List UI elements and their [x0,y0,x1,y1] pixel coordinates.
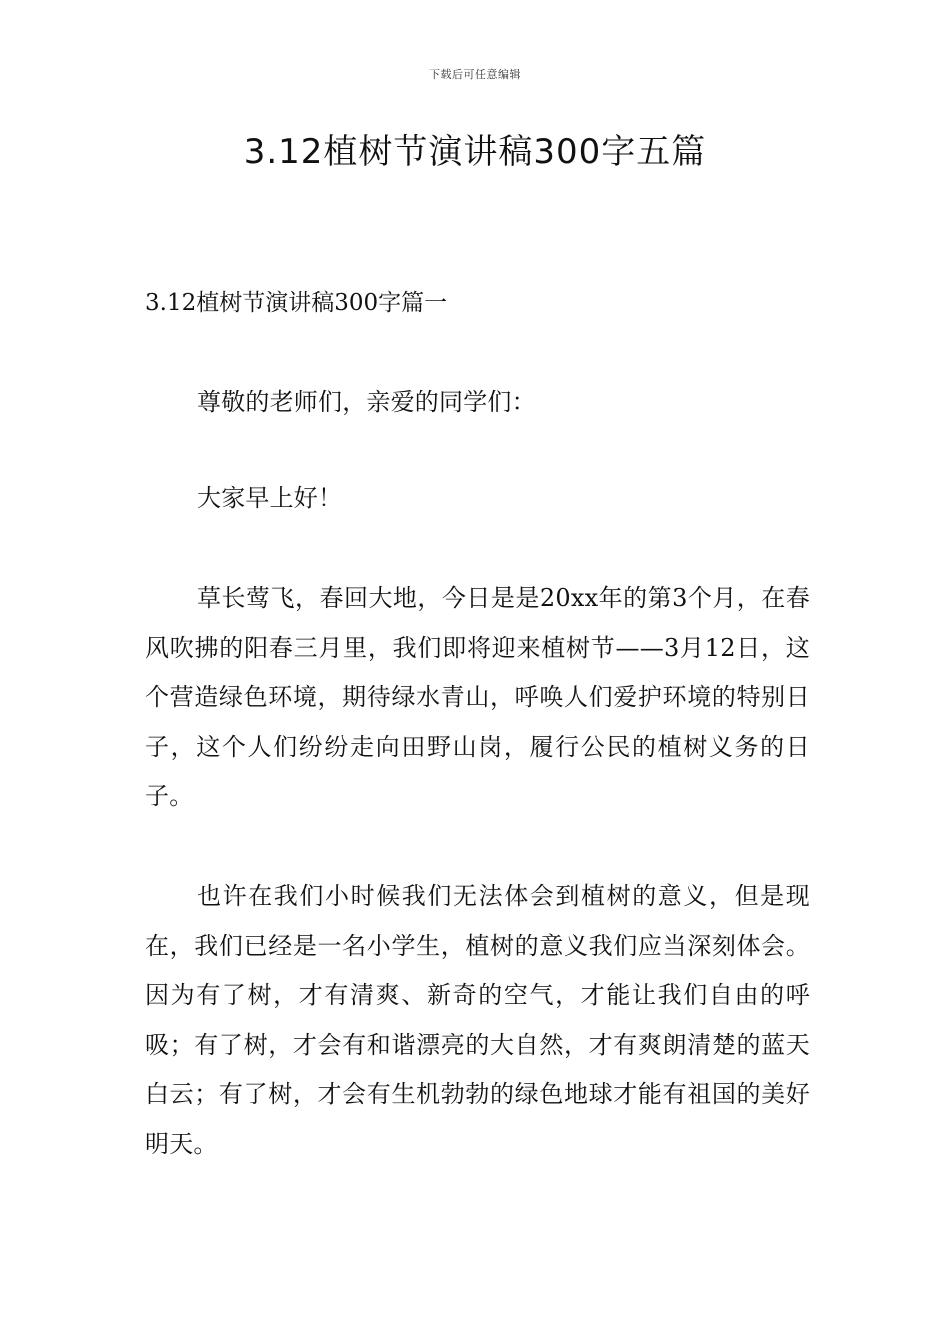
paragraph-good-morning: 大家早上好！ [197,484,343,512]
section-heading: 3.12植树节演讲稿300字篇一 [145,290,448,316]
document-title: 3.12植树节演讲稿300字五篇 [243,132,707,172]
paragraph-greeting: 尊敬的老师们，亲爱的同学们： [197,388,536,416]
header-note: 下载后可任意编辑 [429,68,521,81]
paragraph-body-2: 也许在我们小时候我们无法体会到植树的意义，但是现在，我们已经是一名小学生，植树的意义我们应当深刻体会。因为有了树，才有清爽、新奇的空气，才能让我们自由的呼吸；有了树，才会有和谐漂亮的大自然，才有爽朗清楚的蓝天白云；有了树，才会有生机勃勃的绿色地球才能有祖国的美好明天。 [145,882,810,1158]
paragraph-body-1: 草长莺飞，春回大地，今日是是20xx年的第3个月，在春风吹拂的阳春三月里，我们即将迎来植树节——3月12日，这个营造绿色环境，期待绿水青山，呼唤人们爱护环境的特别日子，这个人们纷纷走向田野山岗，履行公民的植树义务的日子。 [145,584,810,810]
